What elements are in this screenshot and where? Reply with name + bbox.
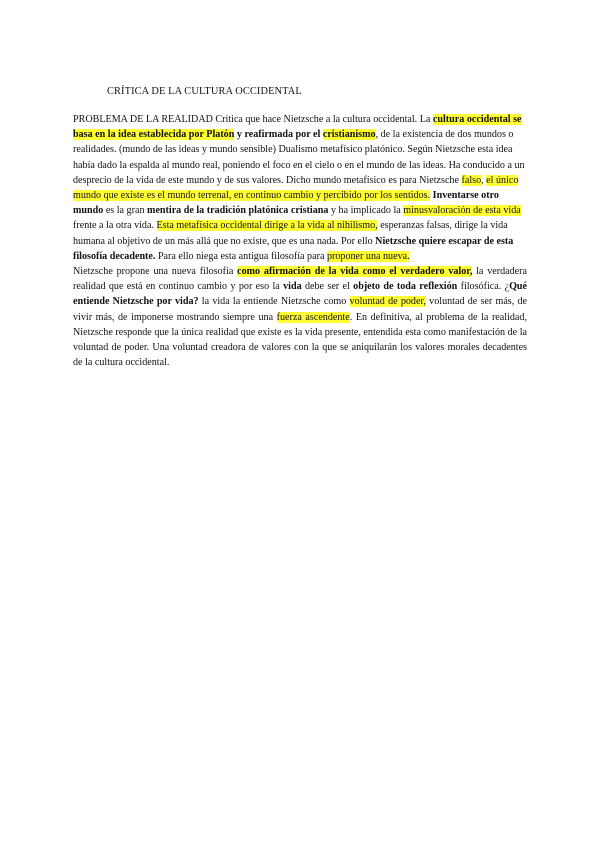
text-run: . En definitiva, al problema de la realidad, Nietzsche responde que la única realidad que existe es la vida presente, entendida esta como manifestación de la voluntad de poder. Una voluntad creadora de valores con la que se aniquilarán los valores morales decadentes de la cultura occidental.	[73, 311, 527, 369]
text-run: filosófica. ¿	[457, 281, 510, 293]
highlight-run: cultura occidental se basa en la idea establecida por	[73, 114, 522, 141]
highlight-run: proponer una nueva.	[326, 250, 410, 262]
text-run: PROBLEMA DE LA REALIDAD Crítica que hace Nietzsche a la cultura occidental. La	[73, 114, 433, 125]
highlight-run: voluntad de poder,	[349, 296, 426, 308]
bold-run: Nietzsche quiere escapar de esta filosofía decadente.	[73, 235, 514, 262]
text-run: debe ser el	[301, 281, 354, 293]
text-run: y ha implicado la	[328, 205, 404, 217]
highlight-run: minusvaloración de esta vida	[403, 205, 521, 217]
highlight-run: Esta metafísica occidental dirige a la vida al nihilismo,	[156, 220, 378, 232]
document-body	[73, 112, 527, 370]
text-run: , de la existencia de dos mundos o realidades. (mundo de las ideas y mundo sensible) Dualismo metafísico platónico. Según Nietzsche esta idea había dado la espalda al mundo real, poniendo el foco en el cielo o en el mundo de las ideas. Ha conducido a un desprecio de la vida de este mundo y de sus valores. Dicho mundo metafísico es para Nietzsche	[73, 129, 525, 186]
document-title: CRÍTICA DE LA CULTURA OCCIDENTAL	[107, 86, 302, 97]
paragraph-problema-realidad	[73, 112, 527, 264]
bold-run: Inventarse otro mundo	[73, 190, 499, 217]
bold-run: mentira de la tradición platónica cristiana	[147, 205, 329, 217]
paragraph-nueva-filosofia	[73, 264, 527, 370]
text-run: voluntad de ser más, de vivir más, de imponerse mostrando siempre una	[73, 296, 528, 323]
text-run: es la gran	[103, 205, 148, 217]
text-run: Para ello niega esta antigua filosofía para	[155, 250, 327, 262]
bold-run: vida	[283, 281, 302, 293]
text-run: la verdadera realidad que está en continuo cambio y por eso la	[73, 266, 527, 293]
highlight-run: como afirmación de la vida como el verdadero valor,	[237, 266, 473, 278]
bold-run: Qué entiende Nietzsche por vida?	[73, 281, 528, 308]
text-run: frente a la otra vida.	[73, 220, 157, 232]
text-run: la vida la entiende Nietzsche como	[198, 296, 350, 308]
highlight-run: el único mundo que existe es el mundo terrenal, en continuo cambio y percibido por los sentidos.	[73, 174, 519, 202]
highlight-run: fuerza ascendente	[276, 311, 350, 323]
highlight-run: falso	[461, 174, 482, 186]
text-run: ,	[481, 174, 487, 186]
bold-run: objeto de toda reflexión	[353, 281, 458, 293]
text-run: esperanzas falsas, dirige la vida humana al objetivo de un más allá que no existe, que es una nada. Por ello	[73, 220, 508, 247]
highlight-run: Platón	[206, 129, 235, 141]
text-run: Nietzsche propone una nueva filosofía	[73, 266, 238, 278]
highlight-run: cristianismo	[322, 129, 376, 141]
bold-run: y reafirmada por el	[234, 129, 323, 141]
